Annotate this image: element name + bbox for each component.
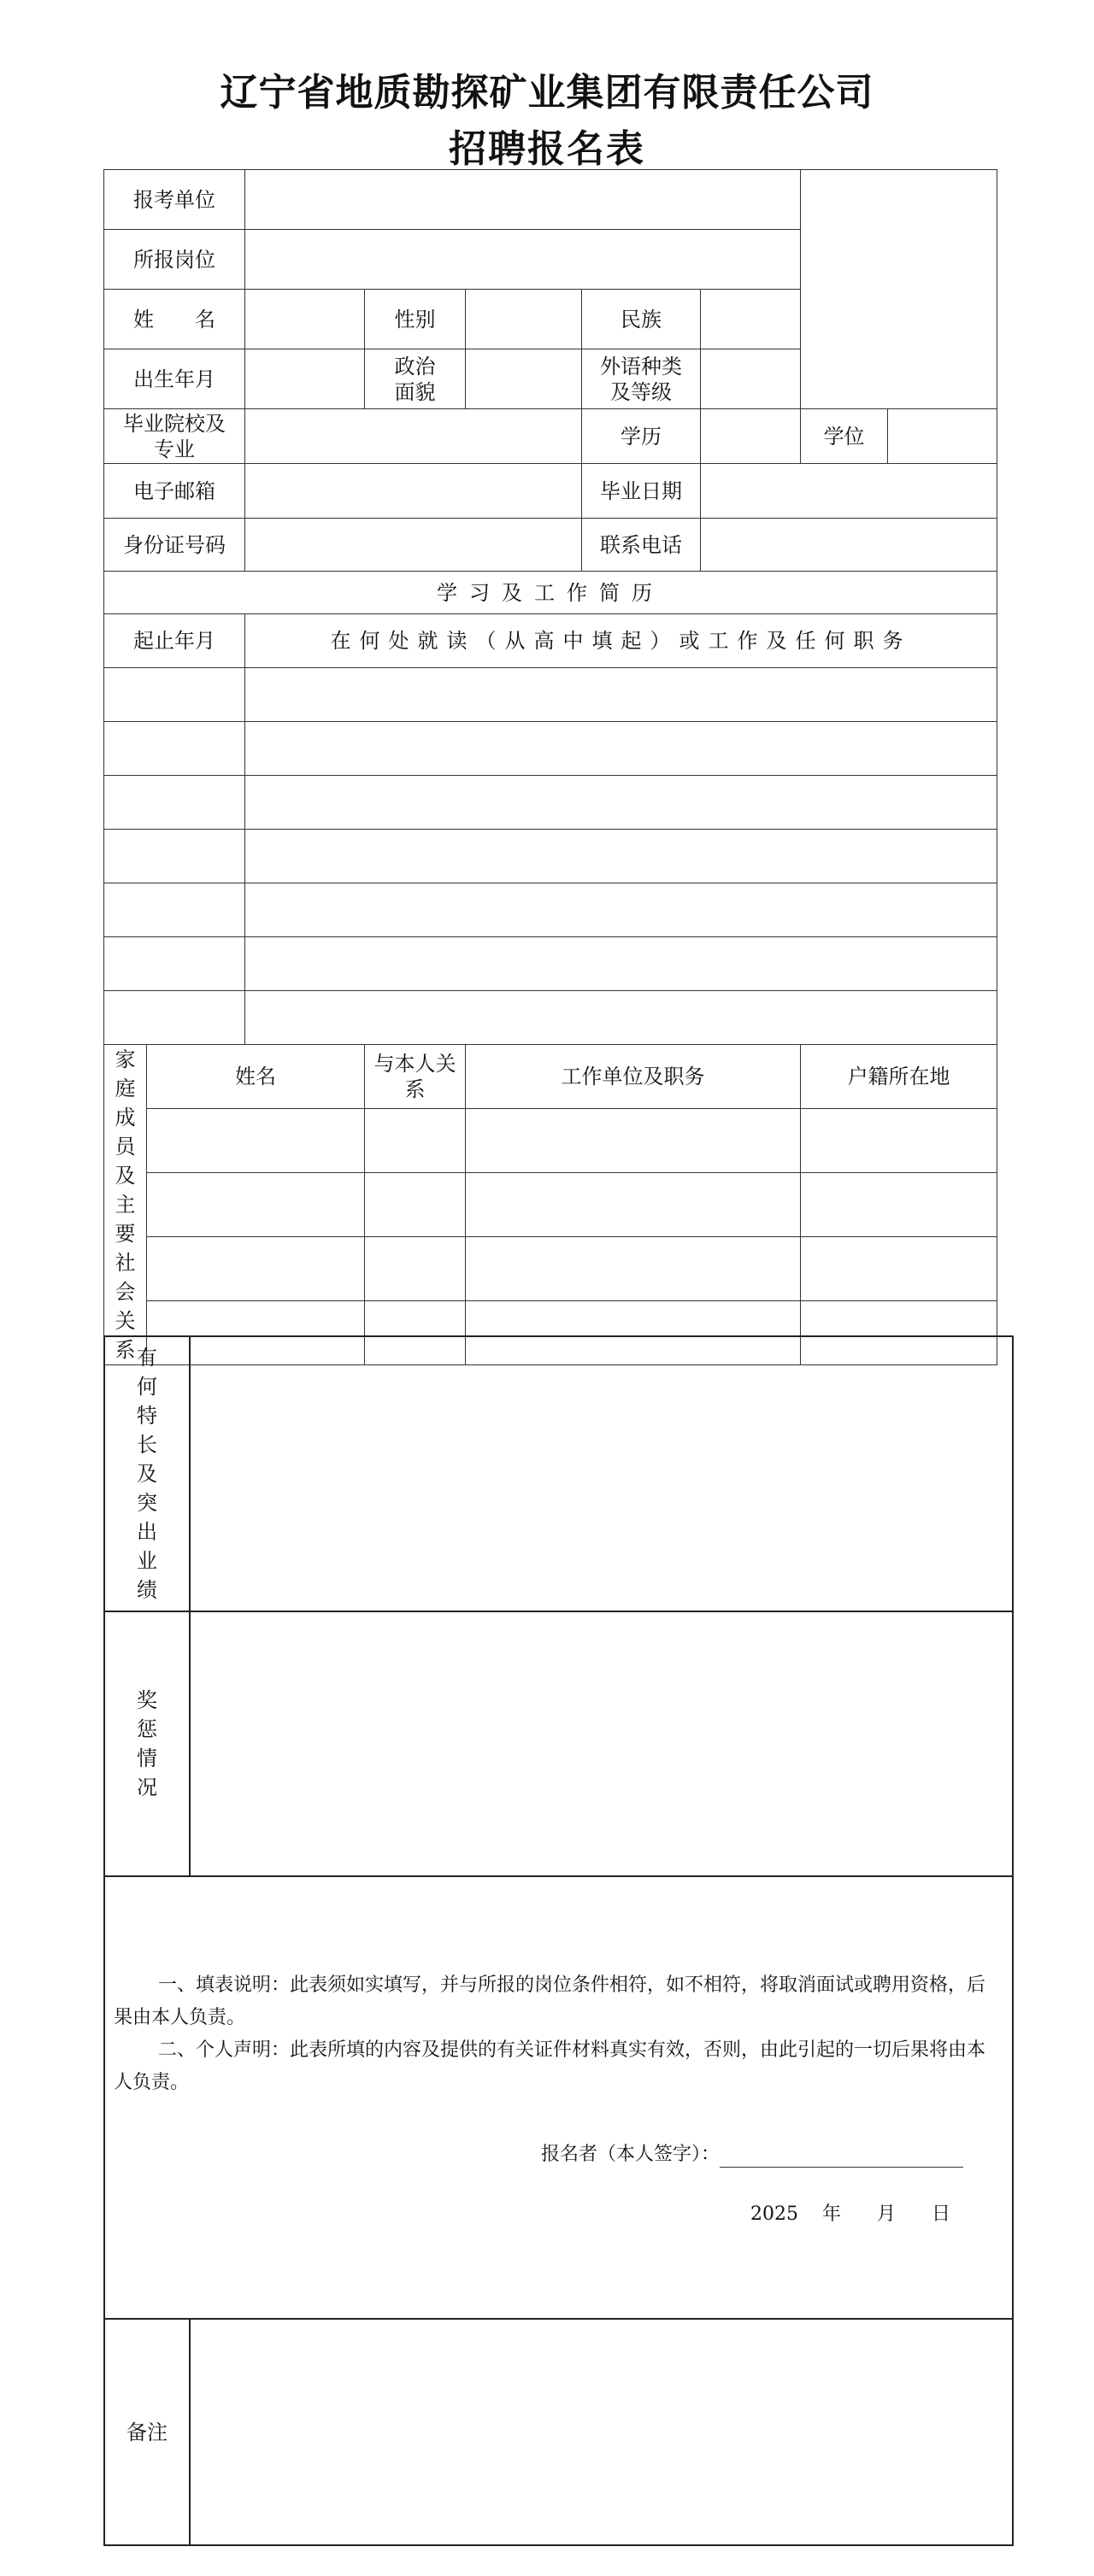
politics-field[interactable] <box>466 349 582 409</box>
family-relation-cell[interactable] <box>365 1109 466 1173</box>
ethnicity-label: 民族 <box>582 290 701 349</box>
language-label: 外语种类及等级 <box>582 349 701 409</box>
school-field[interactable] <box>245 409 582 464</box>
education-field[interactable] <box>701 409 801 464</box>
family-relation-cell[interactable] <box>365 1173 466 1237</box>
birth-field[interactable] <box>245 349 365 409</box>
family-work-cell[interactable] <box>466 1237 801 1301</box>
supplement-table <box>103 1335 1014 2546</box>
apply-unit-label: 报考单位 <box>104 170 245 230</box>
family-work-header: 工作单位及职务 <box>466 1045 801 1109</box>
birth-label: 出生年月 <box>104 349 245 409</box>
family-name-header: 姓名 <box>147 1045 365 1109</box>
phone-label: 联系电话 <box>582 519 701 572</box>
resume-detail-cell[interactable] <box>245 722 997 776</box>
grad-date-field[interactable] <box>701 464 997 519</box>
declaration-note: 二、个人声明：此表所填的内容及提供的有关证件材料真实有效，否则，由此引起的一切后果将由本人负责。 <box>114 2039 986 2093</box>
family-name-cell[interactable] <box>147 1237 365 1301</box>
specialty-label: 有何特长及突出业绩 <box>104 1336 190 1611</box>
date-year: 2025 <box>750 2203 798 2225</box>
resume-period-cell[interactable] <box>104 722 245 776</box>
family-hukou-cell[interactable] <box>801 1237 997 1301</box>
form-subtitle: 招聘报名表 <box>449 127 645 171</box>
school-label: 毕业院校及专业 <box>104 409 245 464</box>
grad-date-label: 毕业日期 <box>582 464 701 519</box>
degree-field[interactable] <box>888 409 997 464</box>
resume-detail-cell[interactable] <box>245 668 997 722</box>
form-title: 辽宁省地质勘探矿业集团有限责任公司 <box>220 71 874 114</box>
family-work-cell[interactable] <box>466 1109 801 1173</box>
name-label: 姓 名 <box>104 290 245 349</box>
resume-detail-cell[interactable] <box>245 883 997 937</box>
date-row <box>114 2202 1003 2227</box>
language-field[interactable] <box>701 349 801 409</box>
politics-label: 政治面貌 <box>365 349 466 409</box>
date-month-unit: 月 <box>876 2203 896 2225</box>
date-year-unit: 年 <box>821 2203 841 2225</box>
family-relation-header: 与本人关系 <box>365 1045 466 1109</box>
family-work-cell[interactable] <box>466 1173 801 1237</box>
position-label: 所报岗位 <box>104 230 245 290</box>
phone-field[interactable] <box>701 519 997 572</box>
family-name-cell[interactable] <box>147 1173 365 1237</box>
family-relation-cell[interactable] <box>365 1237 466 1301</box>
name-field[interactable] <box>245 290 365 349</box>
resume-detail-header: 在何处就读（从高中填起）或工作及任何职务 <box>245 614 997 668</box>
resume-detail-cell[interactable] <box>245 830 997 883</box>
declaration-section <box>104 1876 1013 2319</box>
resume-period-cell[interactable] <box>104 668 245 722</box>
resume-period-cell[interactable] <box>104 830 245 883</box>
id-number-label: 身份证号码 <box>104 519 245 572</box>
signature-field[interactable] <box>720 2148 963 2168</box>
instructions-note: 一、填表说明：此表须如实填写，并与所报的岗位条件相符，如不相符，将取消面试或聘用资格，后果由本人负责。 <box>114 1975 986 2028</box>
signature-row <box>114 2142 1003 2168</box>
id-number-field[interactable] <box>245 519 582 572</box>
family-name-cell[interactable] <box>147 1109 365 1173</box>
resume-detail-cell[interactable] <box>245 991 997 1045</box>
date-day-unit: 日 <box>931 2203 950 2225</box>
awards-field[interactable] <box>190 1611 1013 1876</box>
resume-period-header: 起止年月 <box>104 614 245 668</box>
application-table <box>103 169 997 1365</box>
resume-period-cell[interactable] <box>104 937 245 991</box>
family-label: 家庭成员及主要社会关系 <box>104 1045 147 1365</box>
gender-label: 性别 <box>365 290 466 349</box>
family-hukou-cell[interactable] <box>801 1173 997 1237</box>
gender-field[interactable] <box>466 290 582 349</box>
resume-heading: 学习及工作简历 <box>104 572 997 614</box>
resume-period-cell[interactable] <box>104 883 245 937</box>
email-field[interactable] <box>245 464 582 519</box>
ethnicity-field[interactable] <box>701 290 801 349</box>
remarks-label: 备注 <box>104 2319 190 2545</box>
position-field[interactable] <box>245 230 801 290</box>
awards-label: 奖惩情况 <box>104 1611 190 1876</box>
signature-label: 报名者（本人签字）： <box>541 2144 721 2165</box>
education-label: 学历 <box>582 409 701 464</box>
family-hukou-cell[interactable] <box>801 1109 997 1173</box>
resume-detail-cell[interactable] <box>245 776 997 830</box>
family-hukou-header: 户籍所在地 <box>801 1045 997 1109</box>
photo-box[interactable] <box>801 170 997 409</box>
resume-period-cell[interactable] <box>104 776 245 830</box>
degree-label: 学位 <box>801 409 888 464</box>
specialty-field[interactable] <box>190 1336 1013 1611</box>
apply-unit-field[interactable] <box>245 170 801 230</box>
email-label: 电子邮箱 <box>104 464 245 519</box>
resume-period-cell[interactable] <box>104 991 245 1045</box>
remarks-field[interactable] <box>190 2319 1013 2545</box>
resume-detail-cell[interactable] <box>245 937 997 991</box>
